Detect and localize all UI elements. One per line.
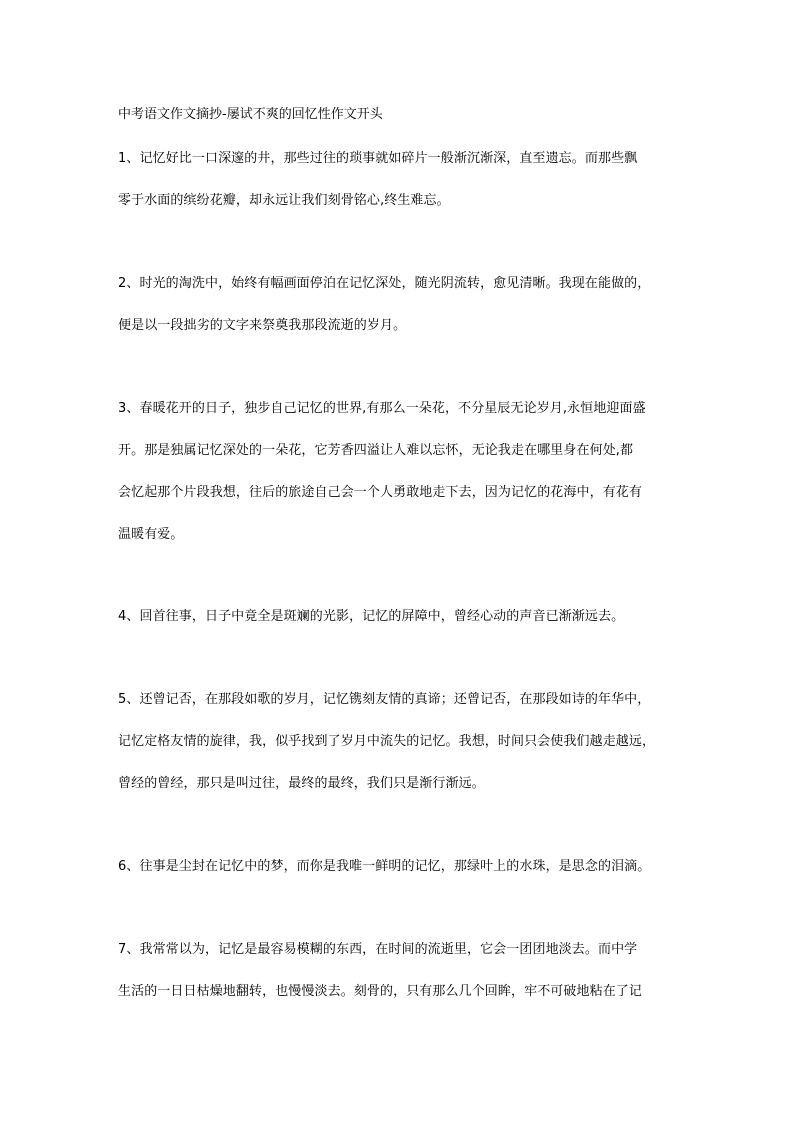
document-title: 中考语文作文摘抄-屡试不爽的回忆性作文开头 <box>118 107 383 122</box>
paragraph-3-line-2: 开。那是独属记忆深处的一朵花，它芳香四溢让人难以忘怀，无论我走在哪里身在何处,都 <box>118 443 634 458</box>
paragraph-2-line-1: 2、时光的淘洗中，始终有幅画面停泊在记忆深处，随光阴流转，愈见清晰。我现在能做的， <box>118 276 651 291</box>
paragraph-5-line-1: 5、还曾记否，在那段如歌的岁月，记忆镌刻友情的真谛；还曾记否，在那段如诗的年华中， <box>118 692 651 707</box>
paragraph-7-line-2: 生活的一日日枯燥地翻转，也慢慢淡去。刻骨的，只有那么几个回眸，牢不可破地粘在了记 <box>118 984 643 999</box>
paragraph-3-line-3: 会忆起那个片段我想，往后的旅途自己会一个人勇敢地走下去，因为记忆的花海中，有花有 <box>118 485 643 500</box>
paragraph-2-line-2: 便是以一段拙劣的文字来祭奠我那段流逝的岁月。 <box>118 318 407 333</box>
paragraph-5-line-3: 曾经的曾经，那只是叫过往，最终的最终，我们只是渐行渐远。 <box>118 776 485 791</box>
paragraph-3-line-4: 温暖有爱。 <box>118 527 184 542</box>
paragraph-7-line-1: 7、我常常以为，记忆是最容易模糊的东西，在时间的流逝里，它会一团团地淡去。而中学 <box>118 942 638 957</box>
paragraph-3-line-1: 3、春暖花开的日子，独步自己记忆的世界,有那么一朵花，不分星辰无论岁月,永恒地迎面盛 <box>118 401 646 416</box>
paragraph-4-line-1: 4、回首往事，日子中竟全是斑斓的光影，记忆的屏障中，曾经心动的声音已渐渐远去。 <box>118 609 625 624</box>
paragraph-6-line-1: 6、往事是尘封在记忆中的梦，而你是我唯一鲜明的记忆，那绿叶上的水珠，是思念的泪滴。 <box>118 859 651 874</box>
paragraph-1-line-2: 零于水面的缤纷花瓣，却永远让我们刻骨铭心,终生难忘。 <box>118 193 450 208</box>
paragraph-1-line-1: 1、记忆好比一口深邃的井，那些过往的琐事就如碎片一般渐沉渐深，直至遗忘。而那些飘 <box>118 151 638 166</box>
paragraph-5-line-2: 记忆定格友情的旋律，我，似乎找到了岁月中流失的记忆。我想，时间只会使我们越走越远， <box>118 734 656 749</box>
